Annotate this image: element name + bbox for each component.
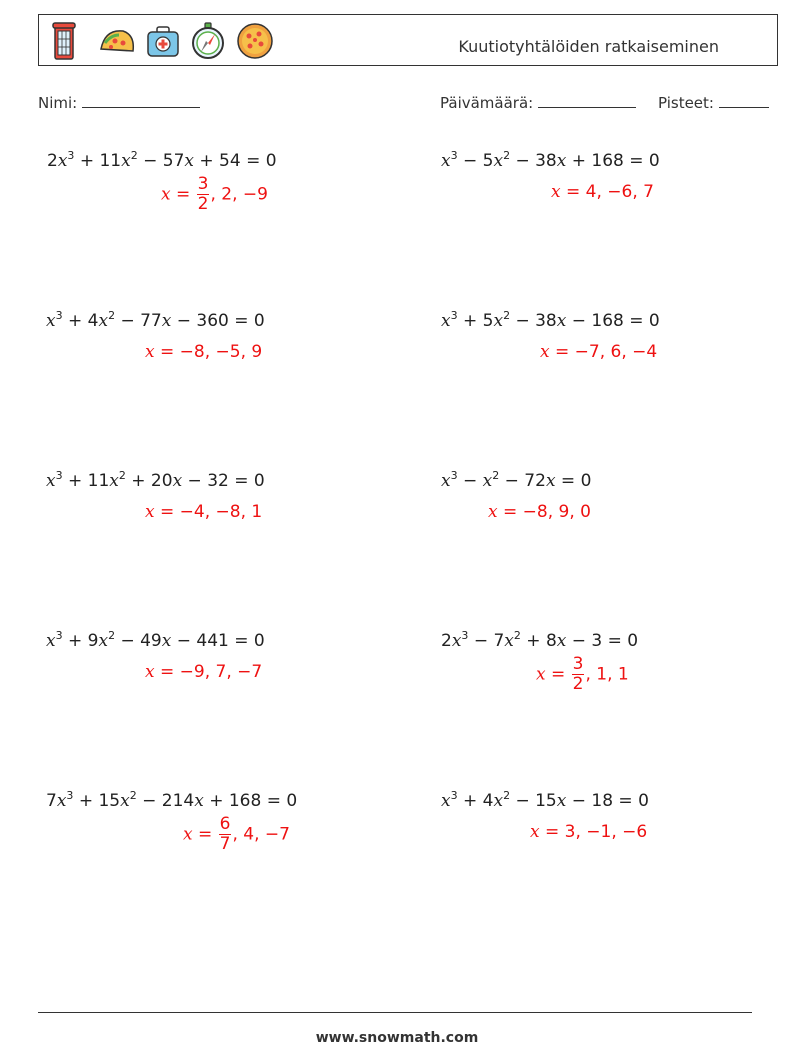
problem-1-equation: $2x^3 + 11x^2 - 57x + 54 = 0$ <box>47 149 277 171</box>
problem-4-equation: $x^3 + 5x^2 - 38x - 168 = 0$ <box>441 309 660 331</box>
problem-2-answer: x = 4, −6, 7 <box>551 182 654 202</box>
footer-url[interactable]: www.snowmath.com <box>315 1030 479 1046</box>
footer-divider <box>38 1012 752 1013</box>
first-aid-kit-icon <box>145 21 181 61</box>
problem-5-answer: x = −4, −8, 1 <box>145 502 263 522</box>
answer-fraction: $\frac{3}{2}$ <box>572 654 584 694</box>
answer-fraction: $\frac{6}{7}$ <box>219 814 231 854</box>
problem-3-answer: x = −8, −5, 9 <box>145 342 263 362</box>
problem-8-answer: x = $\frac{3}{2}$ , 1, 1 <box>536 654 629 694</box>
problem-2-equation: $x^3 - 5x^2 - 38x + 168 = 0$ <box>441 149 660 171</box>
score-label: Pisteet: <box>658 94 714 112</box>
worksheet-title: Kuutiotyhtälöiden ratkaiseminen <box>458 37 719 56</box>
score-field <box>658 93 769 112</box>
worksheet-header <box>38 14 778 66</box>
name-blank[interactable] <box>82 93 200 108</box>
name-field <box>38 93 200 112</box>
problem-7-equation: $x^3 + 9x^2 - 49x - 441 = 0$ <box>46 629 265 651</box>
problem-4-answer: x = −7, 6, −4 <box>540 342 658 362</box>
answer-fraction: $\frac{3}{2}$ <box>197 174 209 214</box>
pizza-icon <box>235 21 275 61</box>
problem-9-answer: x = $\frac{6}{7}$ , 4, −7 <box>183 814 290 854</box>
score-blank[interactable] <box>719 93 769 108</box>
problem-10-answer: x = 3, −1, −6 <box>530 822 648 842</box>
problem-1-answer: x = $\frac{3}{2}$ , 2, −9 <box>161 174 268 214</box>
taco-icon <box>97 21 137 61</box>
phone-booth-icon <box>51 21 77 61</box>
problem-7-answer: x = −9, 7, −7 <box>145 662 263 682</box>
date-field <box>440 93 636 112</box>
name-label: Nimi: <box>38 94 78 112</box>
problem-6-answer: x = −8, 9, 0 <box>488 502 591 522</box>
date-label: Päivämäärä: <box>440 94 534 112</box>
date-blank[interactable] <box>538 93 636 108</box>
problem-6-equation: $x^3 - x^2 - 72x = 0$ <box>441 469 592 491</box>
problem-9-equation: $7x^3 + 15x^2 - 214x + 168 = 0$ <box>46 789 298 811</box>
problem-10-equation: $x^3 + 4x^2 - 15x - 18 = 0$ <box>441 789 649 811</box>
problem-8-equation: $2x^3 - 7x^2 + 8x - 3 = 0$ <box>441 629 639 651</box>
problem-5-equation: $x^3 + 11x^2 + 20x - 32 = 0$ <box>46 469 265 491</box>
problem-3-equation: $x^3 + 4x^2 - 77x - 360 = 0$ <box>46 309 265 331</box>
compass-icon <box>190 21 226 61</box>
